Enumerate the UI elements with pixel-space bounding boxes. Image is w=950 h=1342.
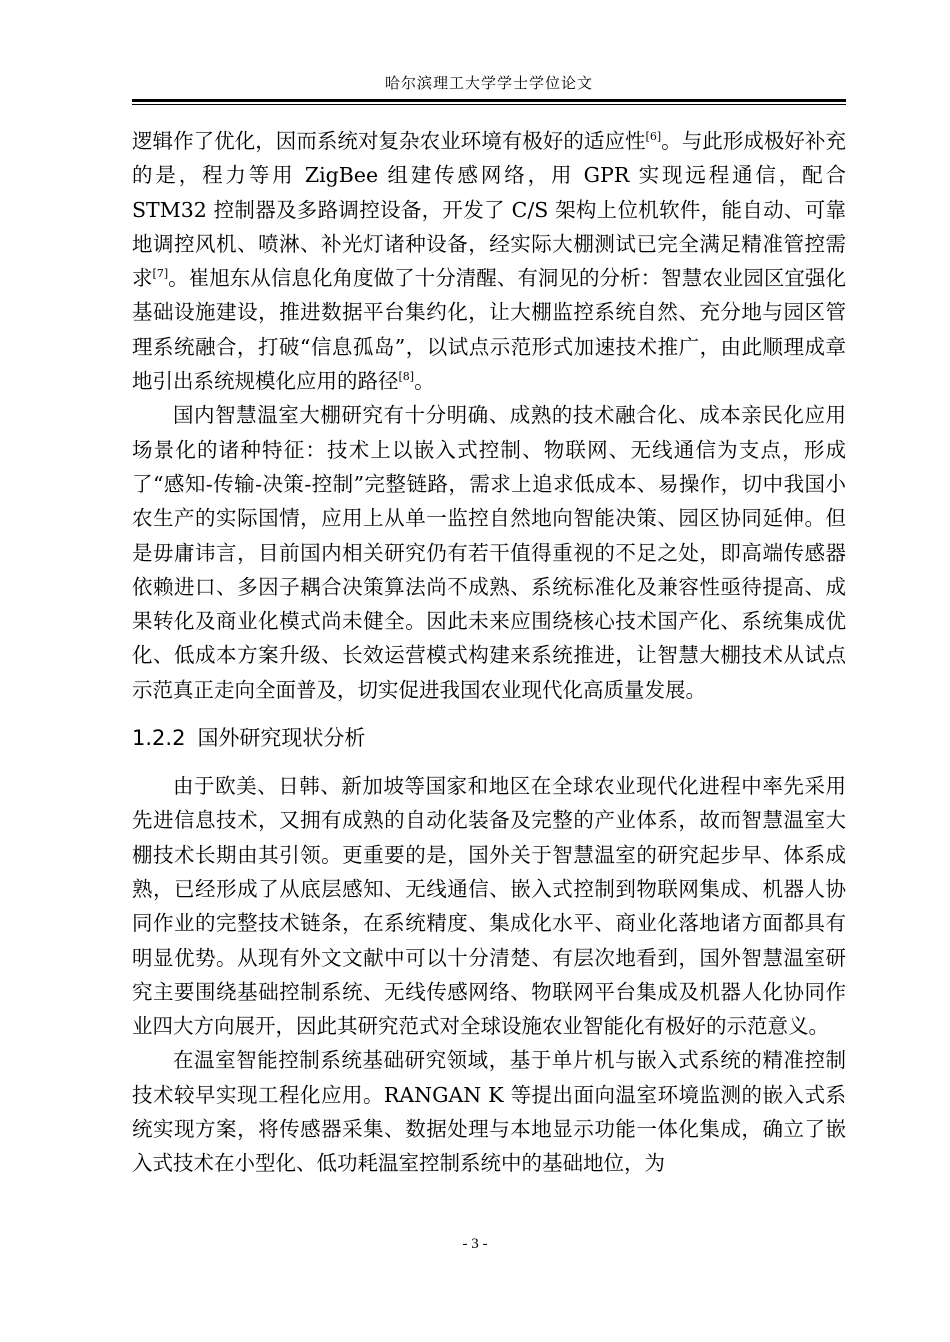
paragraph-foreign-overview: 由于欧美、日韩、新加坡等国家和地区在全球农业现代化进程中率先采用先进信息技术，又拥有成熟的自动化装备及完整的产业体系，故而智慧温室大棚技术长期由其引领。更重要的是，国外关于智慧温室的研究起步早、体系成熟，已经形成了从底层感知、无线通信、嵌入式控制到物联网集成、机器人协同作业的完整技术链条，在系统精度、集成化水平、商业化落地诸方面都具有明显优势。从现有外文文献中可以十分清楚、有层次地看到，国外智慧温室研究主要围绕基础控制系统、无线传感网络、物联网平台集成及机器人化协同作业四大方向展开，因此其研究范式对全球设施农业智能化有极好的示范意义。 — [132, 774, 846, 1039]
paragraph-domestic-summary: 国内智慧温室大棚研究有十分明确、成熟的技术融合化、成本亲民化应用场景化的诸种特征：技术上以嵌入式控制、物联网、无线通信为支点，形成了“感知-传输-决策-控制”完整链路，需求上追求低成本、易操作，切中我国小农生产的实际国情，应用上从单一监控自然地向智能决策、园区协同延伸。但是毋庸讳言，目前国内相关研究仍有若干值得重视的不足之处，即高端传感器依赖进口、多因子耦合决策算法尚不成熟、系统标准化及兼容性亟待提高、成果转化及商业化模式尚未健全。因此未来应围绕核心技术国产化、系统集成优化、低成本方案升级、长效运营模式构建来系统推进，让智慧大棚技术从试点示范真正走向全面普及，切实促进我国农业现代化高质量发展。 — [132, 403, 846, 702]
paragraph-text: 逻辑作了优化，因而系统对复杂农业环境有极好的适应性 — [132, 129, 646, 153]
paragraph-embedded-control: 在温室智能控制系统基础研究领域，基于单片机与嵌入式系统的精准控制技术较早实现工程化应用。RANGAN K 等提出面向温室环境监测的嵌入式系统实现方案，将传感器采集、数据处理与本地显示功能一体化集成，确立了嵌入式技术在小型化、低功耗温室控制系统中的基础地位，为 — [132, 1048, 846, 1176]
citation-ref: [6] — [645, 130, 662, 144]
running-header: 哈尔滨理工大学学士学位论文 — [384, 74, 593, 92]
page-number: - 3 - — [462, 1236, 488, 1252]
paragraph-text: 。与此形成极好补充的是，程力等用 ZigBee 组建传感网络，用 GPR 实现远程通信，配合 STM32 控制器及多路调控设备，开发了 C/S 架构上位机软件，能自动、可靠地调控风机、喷淋、补光灯诸种设备，经实际大棚测试已完全满足精准管控需求 — [132, 129, 847, 291]
paragraph-text: 。崔旭东从信息化角度做了十分清醒、有洞见的分析：智慧农业园区宜强化基础设施建设，推进数据平台集约化，让大棚监控系统自然、充分地与园区管理系统融合，打破“信息孤岛”，以试点示范形式加速技术推广，由此顺理成章地引出系统规模化应用的路径 — [132, 266, 847, 394]
section-number: 1.2.2 — [132, 726, 186, 751]
citation-ref: [8] — [398, 370, 415, 384]
paragraph-continued — [132, 124, 846, 398]
section-title: 国外研究现状分析 — [197, 726, 366, 751]
section-heading — [132, 707, 846, 769]
paragraph-text: 。 — [414, 369, 435, 394]
header-rule-thin — [132, 104, 846, 105]
body-text — [132, 124, 846, 1181]
header-rule-thick — [132, 99, 846, 102]
citation-ref: [7] — [152, 267, 169, 281]
